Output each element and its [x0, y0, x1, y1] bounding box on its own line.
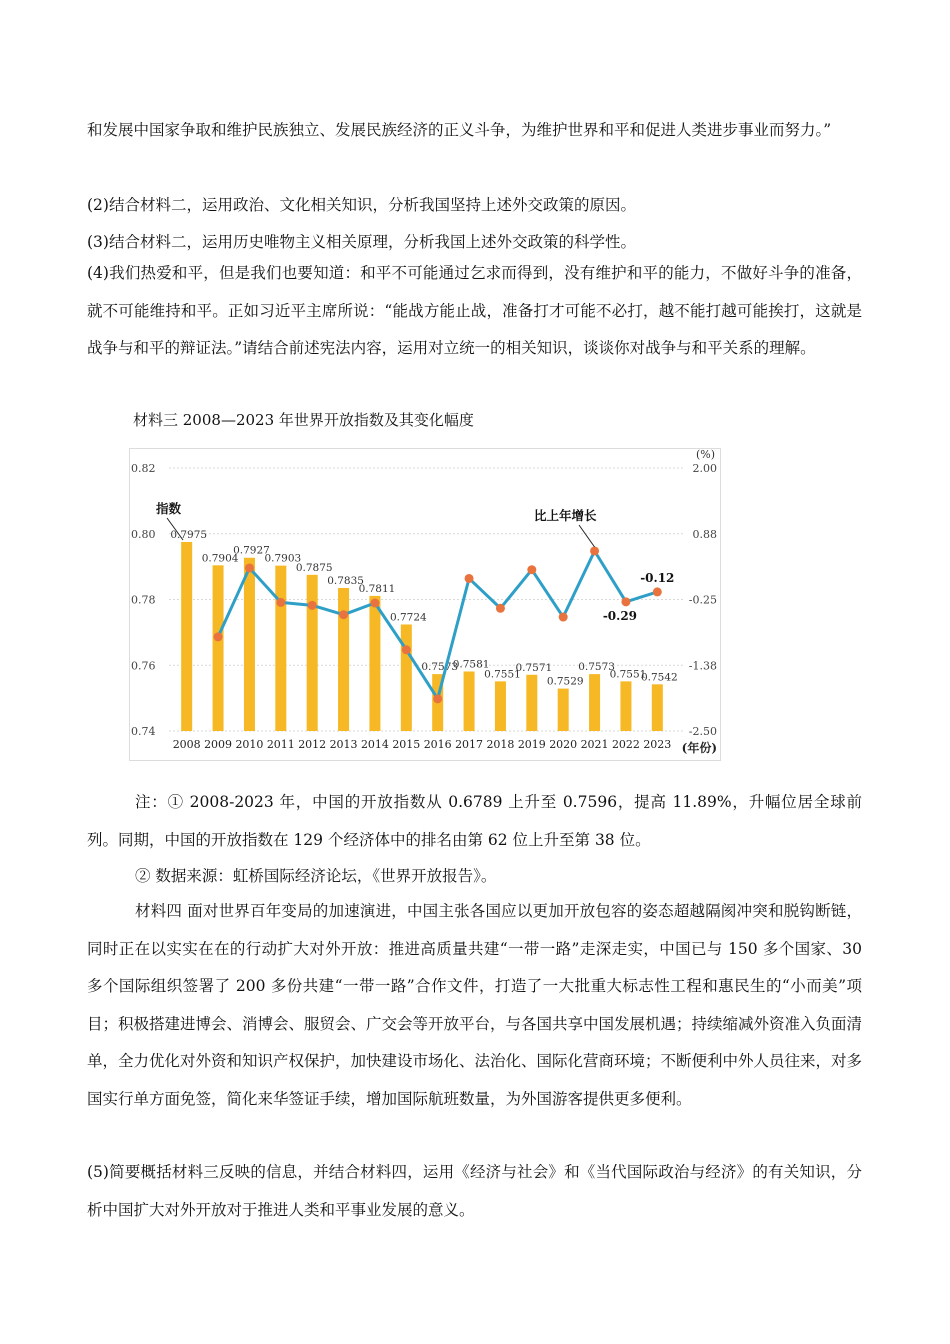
x-tick-label: 2014: [360, 738, 389, 751]
growth-point-2017: [465, 574, 474, 583]
right-tick-label: -1.38: [688, 659, 717, 673]
question-3: (3)结合材料二，运用历史唯物主义相关原理，分析我国上述外交政策的科学性。: [87, 233, 636, 251]
x-tick-label: 2022: [611, 738, 640, 751]
left-tick-label: 0.74: [131, 725, 156, 738]
bar-value-label: 0.7724: [389, 611, 427, 624]
bar-2010: [244, 558, 255, 731]
bar-value-label: 0.7551: [609, 668, 647, 681]
bar-value-label: 0.7927: [233, 544, 270, 557]
bar-2018: [495, 681, 506, 731]
question-4: (4)我们热爱和平，但是我们也要知道：和平不可能通过乞求而得到，没有维护和平的能力，不做好斗争的准备，就不可能维持和平。正如习近平主席所说：“能战方能止战，准备打才可能不必打，越不能打越可能挨打，这就是战争与和平的辩证法。”请结合前述宪法内容，运用对立统一的相关知识，谈谈你对战争与和平关系的理解。: [87, 264, 862, 357]
growth-point-2023: [653, 587, 662, 596]
growth-point-2015: [402, 645, 411, 654]
right-tick-label: 0.88: [692, 527, 717, 541]
x-tick-label: 2017: [455, 738, 484, 751]
chart-container: [129, 448, 721, 761]
x-tick-label: 2021: [580, 738, 609, 751]
growth-point-2014: [370, 599, 379, 608]
growth-value-label: -0.29: [602, 608, 638, 623]
left-tick-label: 0.76: [131, 659, 156, 673]
bar-2020: [558, 689, 569, 731]
open-index-chart: [129, 448, 721, 761]
growth-point-2019: [527, 565, 536, 574]
growth-point-2018: [496, 604, 505, 613]
right-tick-label: -0.25: [688, 593, 717, 607]
bar-2022: [620, 681, 631, 731]
paragraph-material2-end: 和发展中国家争取和维护民族独立、发展民族经济的正义斗争，为维护世界和平和促进人类进步事业而努力。”: [87, 121, 832, 139]
bar-value-label: 0.7811: [358, 582, 396, 595]
bar-value-label: 0.7573: [421, 661, 459, 674]
growth-point-2022: [621, 597, 630, 606]
bar-2009: [213, 565, 224, 731]
bar-value-label: 0.7551: [484, 668, 521, 681]
bar-value-label: 0.7875: [295, 561, 333, 574]
x-tick-label: 2008: [172, 738, 201, 751]
bar-2014: [369, 596, 380, 731]
bar-2008: [181, 542, 192, 731]
bar-2021: [589, 674, 600, 731]
x-tick-label: 2020: [549, 738, 578, 751]
bar-2011: [275, 566, 286, 731]
bar-2017: [464, 671, 475, 731]
bar-value-label: 0.7529: [546, 675, 584, 688]
bar-value-label: 0.7581: [452, 658, 490, 671]
bar-value-label: 0.7573: [578, 661, 615, 674]
x-tick-label: 2018: [486, 738, 515, 751]
bar-2013: [338, 588, 349, 731]
bar-2019: [526, 675, 537, 731]
bar-legend-label: 指数: [156, 501, 182, 516]
bar-value-label: 0.7904: [201, 552, 239, 565]
bar-value-label: 0.7975: [170, 528, 208, 541]
left-tick-label: 0.78: [131, 593, 156, 607]
chart-note-2: ② 数据来源：虹桥国际经济论坛，《世界开放报告》。: [135, 867, 497, 885]
growth-value-label: -0.12: [640, 570, 675, 585]
growth-point-2020: [559, 613, 568, 622]
material-4: 材料四 面对世界百年变局的加速演进，中国主张各国应以更加开放包容的姿态超越隔阂冲突和脱钩断链，同时正在以实实在在的行动扩大对外开放：推进高质量共建“一带一路”走深走实，中国已与 150 多个国家、30 多个国际组织签署了 200 多份共建“一带一路”合作文件，打造了一大批重大标志性工程和惠民生的“小而美”项目；积极搭建进博会、消博会、服贸会、广交会等开放平台，与各国共享中国发展机遇；持续缩减外资准入负面清单，全力优化对外资和知识产权保护，加快建设市场化、法治化、国际化营商环境；不断便利中外人员往来，对多国实行单方面免签，简化来华签证手续，增加国际航班数量，为外国游客提供更多便利。: [87, 902, 863, 1108]
x-tick-label: 2015: [392, 738, 421, 751]
right-tick-label: 2.00: [692, 462, 717, 475]
x-tick-label: 2009: [204, 738, 233, 751]
growth-point-2009: [214, 632, 223, 641]
x-tick-label: 2011: [266, 738, 295, 751]
bar-2023: [652, 684, 663, 731]
x-tick-label: 2013: [329, 738, 358, 751]
left-tick-label: 0.82: [131, 462, 156, 475]
bar-value-label: 0.7903: [264, 552, 302, 565]
growth-point-2016: [433, 694, 442, 703]
line-legend-label: 比上年增长: [534, 508, 597, 523]
x-axis-unit: (年份): [681, 741, 717, 755]
growth-point-2021: [590, 546, 599, 555]
x-tick-label: 2012: [298, 738, 327, 751]
bar-value-label: 0.7571: [515, 661, 553, 674]
growth-point-2013: [339, 610, 348, 619]
right-tick-label: -2.50: [688, 725, 717, 738]
x-tick-label: 2016: [423, 738, 452, 751]
chart-caption: 材料三 2008—2023 年世界开放指数及其变化幅度: [133, 411, 474, 429]
question-2: (2)结合材料二，运用政治、文化相关知识，分析我国坚持上述外交政策的原因。: [87, 196, 636, 214]
x-tick-label: 2023: [643, 738, 672, 751]
x-tick-label: 2019: [517, 738, 546, 751]
bar-2012: [307, 575, 318, 731]
x-tick-label: 2010: [235, 738, 264, 751]
bar-value-label: 0.7835: [327, 574, 364, 587]
growth-point-2010: [245, 563, 254, 572]
bar-value-label: 0.7542: [640, 671, 678, 684]
growth-point-2012: [308, 601, 317, 610]
growth-point-2011: [276, 598, 285, 607]
right-axis-unit: (%): [695, 448, 715, 461]
question-5: (5)简要概括材料三反映的信息，并结合材料四，运用《经济与社会》和《当代国际政治与经济》的有关知识，分析中国扩大对外开放对于推进人类和平事业发展的意义。: [87, 1163, 862, 1219]
left-tick-label: 0.80: [131, 527, 156, 541]
bar-2015: [401, 624, 412, 731]
chart-note-1: 注：① 2008-2023 年，中国的开放指数从 0.6789 上升至 0.7596，提高 11.89%，升幅位居全球前列。同期，中国的开放指数在 129 个经济体中的排名由第 62 位上升至第 38 位。: [87, 793, 862, 849]
